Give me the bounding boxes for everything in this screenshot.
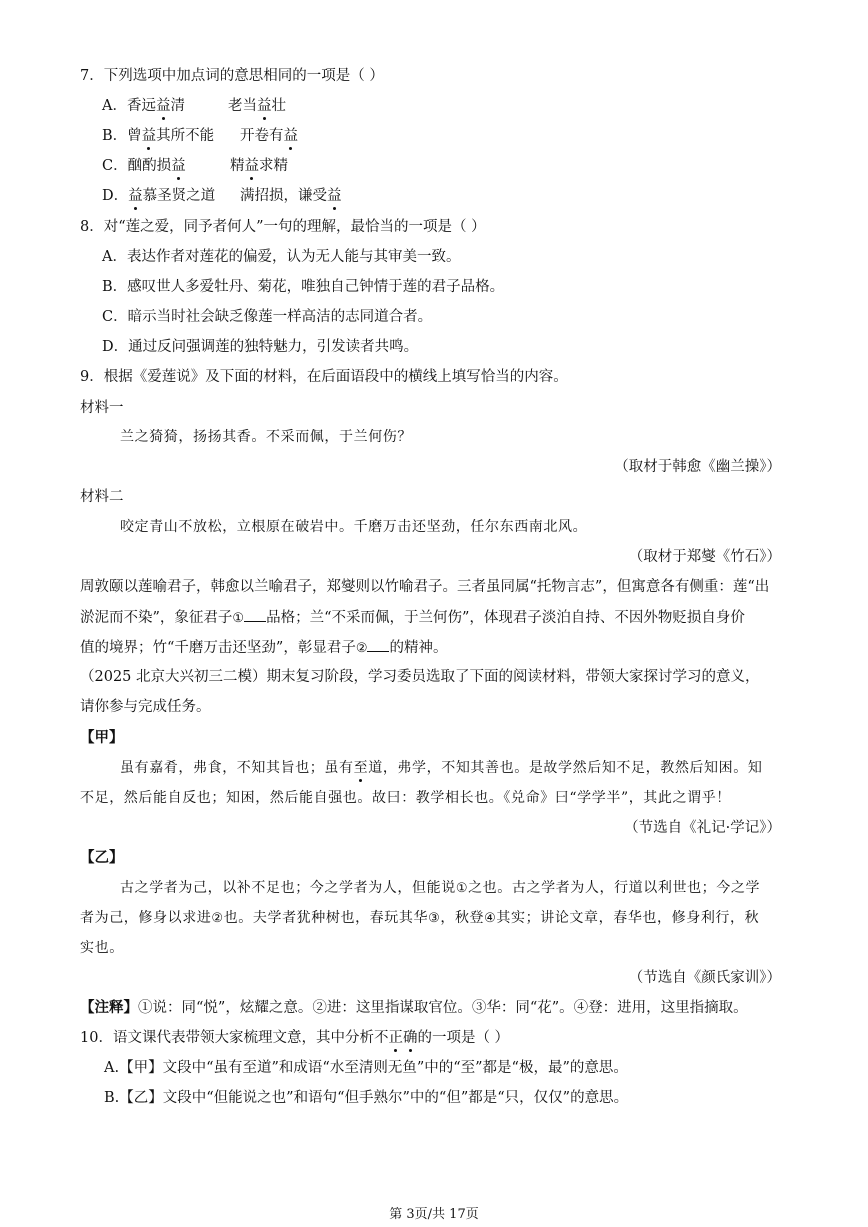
blank-number: ①	[232, 611, 245, 626]
q7-stem: 7．下列选项中加点词的意思相同的一项是（ ）	[80, 68, 384, 84]
q10-option-a: A.【甲】文段中“虽有至道”和成语“水至清则无鱼”中的“至”都是“极，最”的意思。	[104, 1060, 628, 1076]
dotted-word: 益	[283, 128, 298, 144]
passage-jia-line-1: 虽有嘉肴，弗食，不知其旨也；虽有至道，弗学，不知其善也。是故学然后知不足，教然后知困。知	[120, 760, 763, 776]
q7-option-a-b: 老当益壮	[228, 98, 286, 114]
passage-yi-line-3: 实也。	[80, 940, 124, 956]
q9-stem: 9．根据《爱莲说》及下面的材料，在后面语段中的横线上填写恰当的内容。	[80, 369, 568, 385]
dotted-word: 确	[402, 1030, 418, 1046]
dotted-word: 至	[353, 760, 369, 776]
note-marker: ②	[211, 911, 224, 926]
notes-text: ①说：同“悦”，炫耀之意。②进：这里指谋取官位。③华：同“花”。④登：进用，这里指摘取。	[138, 1000, 748, 1016]
notes-label: 【注释】	[80, 999, 138, 1016]
q8-stem: 8．对“莲之爱，同予者何人”一句的理解，最恰当的一项是（ ）	[80, 219, 486, 235]
fill-blank[interactable]	[244, 607, 266, 622]
q10-option-b: B.【乙】文段中“但能说之也”和语句“但手熟尔”中的“但”都是“只，仅仅”的意思。	[104, 1090, 629, 1106]
section-intro-line-1: （2025 北京大兴初三二模）期末复习阶段，学习委员选取了下面的阅读材料，带领大家探讨学习的意义，	[80, 669, 760, 685]
passage-yi-line-1: 古之学者为己，以补不足也；今之学者为人，但能说①之也。古之学者为人，行道以利世也；今之学	[120, 878, 760, 899]
note-marker: ③	[428, 911, 441, 926]
material-2-label: 材料二	[80, 489, 124, 505]
q7-option-c: C．酗酌损益	[102, 158, 186, 174]
passage-yi-source: （节选自《颜氏家训》）	[628, 970, 781, 986]
q8-option-c: C．暗示当时社会缺乏像莲一样高洁的志同道合者。	[102, 309, 433, 325]
passage-yi-line-2: 者为己，修身以求进②也。夫学者犹种树也，春玩其华③，秋登④其实；讲论文章，春华也，修身利行，秋	[80, 908, 759, 929]
note-marker: ④	[484, 911, 497, 926]
dotted-word: 益	[141, 128, 157, 144]
material-1-label: 材料一	[80, 400, 124, 416]
blank-number: ②	[355, 641, 368, 656]
q8-option-b: B．感叹世人多爱牡丹、菊花，唯独自己钟情于莲的君子品格。	[102, 279, 505, 295]
q8-option-a: A．表达作者对莲花的偏爱，认为无人能与其审美一致。	[102, 249, 461, 265]
q7-option-a: A．香远益清	[102, 98, 185, 114]
passage-jia-source: （节选自《礼记·学记》）	[624, 820, 781, 836]
q7-option-c-b: 精益求精	[230, 158, 288, 174]
notes	[80, 998, 748, 1018]
fill-blank[interactable]	[367, 637, 389, 652]
q9-paragraph-line-1: 周敦颐以莲喻君子，韩愈以兰喻君子，郑燮则以竹喻君子。三者虽同属“托物言志”，但寓意各有侧重：莲“出	[80, 579, 770, 595]
q7-option-d-b: 满招损，谦受益	[240, 188, 342, 204]
q8-option-d: D．通过反问强调莲的独特魅力，引发读者共鸣。	[102, 339, 419, 355]
q7-option-b: B．曾益其所不能	[102, 128, 215, 144]
dotted-word: 益	[128, 188, 143, 204]
section-intro-line-2: 请你参与完成任务。	[80, 699, 211, 715]
page-number: 第 3页/共 17页	[389, 1207, 479, 1222]
q7-option-b-b: 开卷有益	[240, 128, 298, 144]
passage-jia-label: 【甲】	[80, 729, 124, 746]
q10-stem: 10．语文课代表带领大家梳理文意，其中分析不正确的一项是（ ）	[80, 1030, 510, 1046]
material-2-text: 咬定青山不放松，立根原在破岩中。千磨万击还坚劲，任尔东西南北风。	[120, 519, 588, 535]
dotted-word: 正	[388, 1030, 403, 1046]
material-1-source: （取材于韩愈《幽兰操》）	[614, 459, 781, 475]
dotted-word: 益	[257, 98, 272, 114]
passage-jia-line-2: 不足，然后能自反也；知困，然后能自强也。故曰：教学相长也。《兑命》曰“学学半”，其此之谓乎！	[80, 790, 731, 806]
q9-paragraph-line-3: 值的境界；竹“千磨万击还坚劲”，彰显君子② 的精神。	[80, 637, 447, 659]
q9-paragraph-line-2: 淤泥而不染”，象征君子① 品格；兰“不采而佩，于兰何伤”，体现君子淡泊自持、不因外物贬损自身价	[80, 607, 745, 629]
material-2-source: （取材于郑燮《竹石》）	[628, 549, 781, 565]
q7-option-d: D．益慕圣贤之道	[102, 188, 216, 204]
dotted-word: 益	[155, 98, 171, 114]
dotted-word: 益	[171, 158, 186, 174]
passage-yi-label: 【乙】	[80, 849, 124, 866]
note-marker: ①	[455, 881, 469, 896]
dotted-word: 益	[327, 188, 342, 204]
material-1-text: 兰之猗猗，扬扬其香。不采而佩，于兰何伤？	[120, 429, 412, 445]
dotted-word: 益	[244, 158, 259, 174]
